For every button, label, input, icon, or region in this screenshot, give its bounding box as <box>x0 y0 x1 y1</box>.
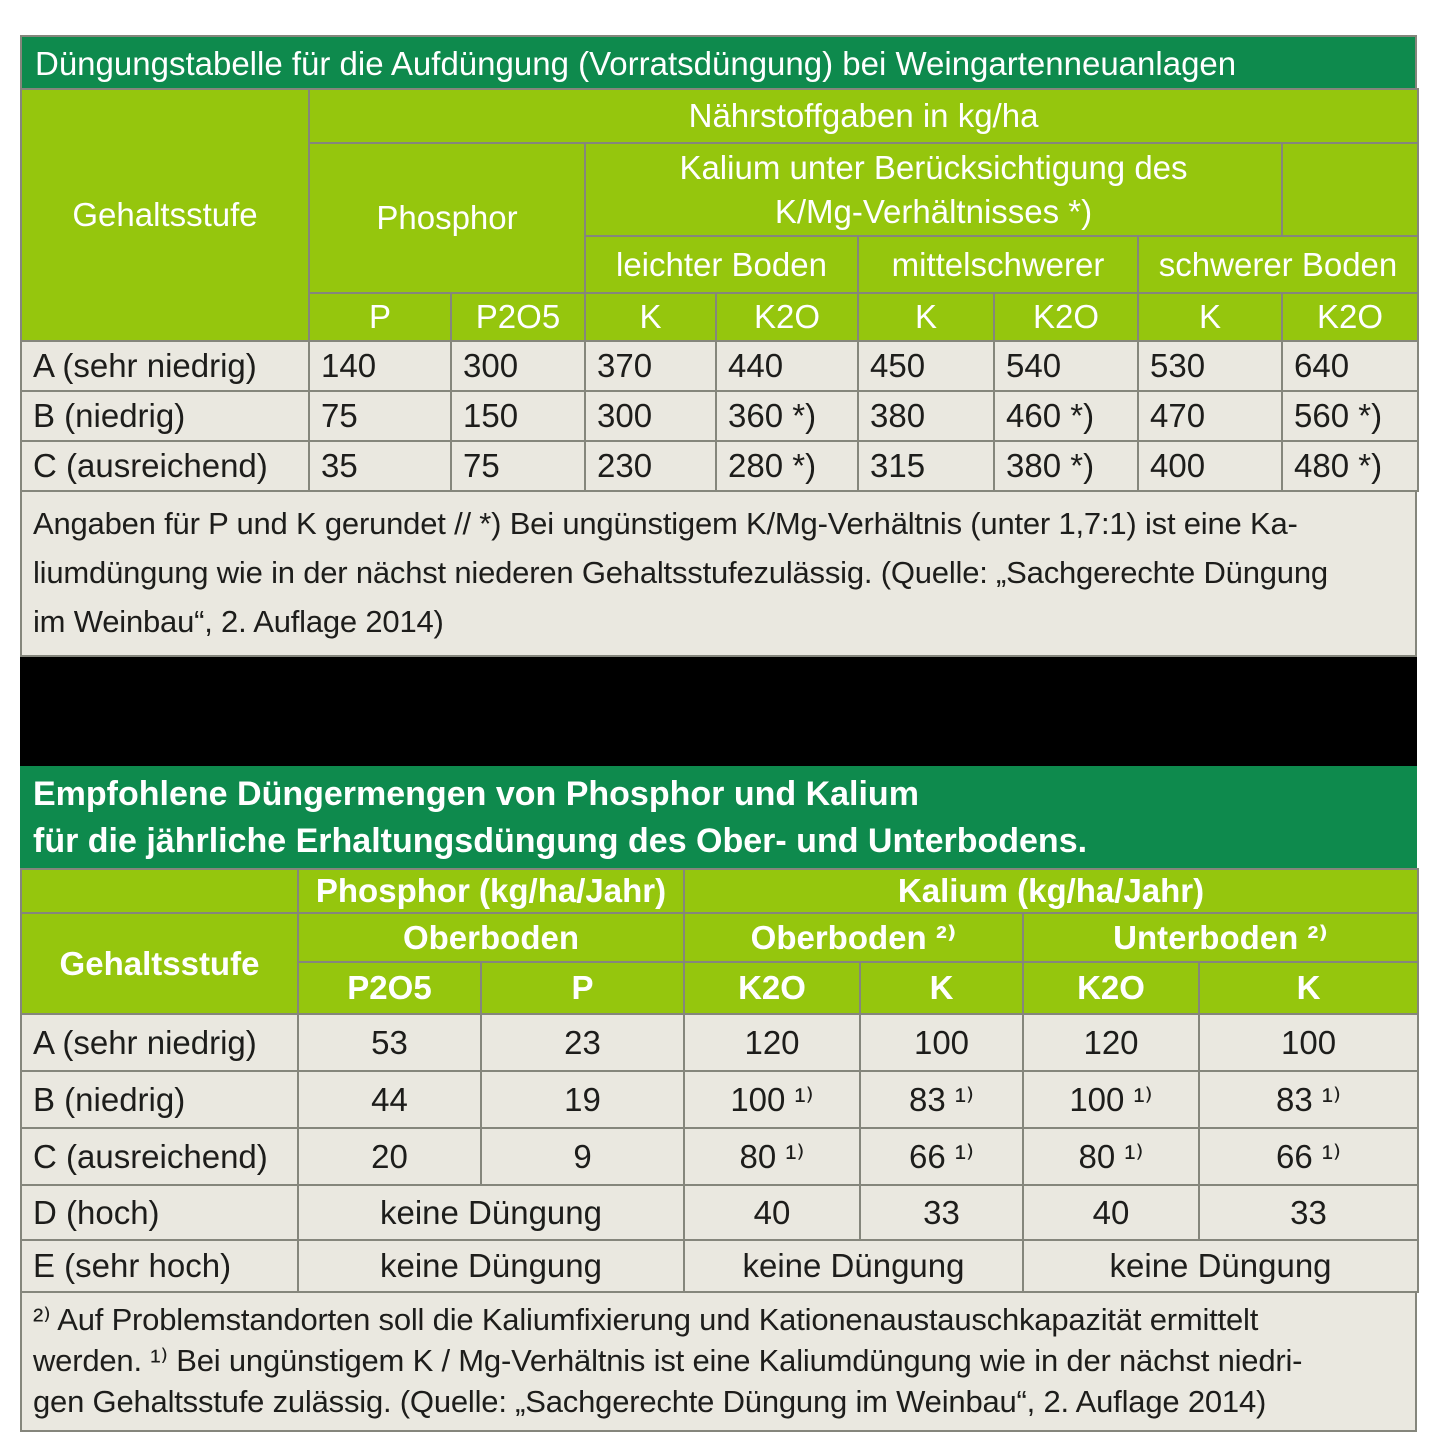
header-unit-p: P <box>309 293 451 341</box>
row-label: E (sehr hoch) <box>21 1240 298 1292</box>
table1-footnote <box>20 492 1417 657</box>
row-label: D (hoch) <box>21 1185 298 1240</box>
footnote-line: werden. ¹⁾ Bei ungünstigem K / Mg-Verhältnis ist eine Kaliumdüngung wie in der nächst niedri- <box>33 1343 1303 1378</box>
cell-value: 560 *) <box>1282 391 1418 441</box>
table2-title-bar <box>20 766 1417 868</box>
cell-value: 66 ¹⁾ <box>1199 1128 1418 1185</box>
header-kalium-line2: K/Mg-Verhältnisses *) <box>774 192 1093 230</box>
cell-keine-duengung: keine Düngung <box>684 1240 1023 1292</box>
cell-value: 100 <box>860 1014 1023 1071</box>
header-oberboden-p: Oberboden <box>298 913 684 962</box>
cell-value: 23 <box>481 1014 684 1071</box>
header-naehrstoffgaben: Nährstoffgaben in kg/ha <box>309 89 1418 143</box>
header-kalium-jahr: Kalium (kg/ha/Jahr) <box>684 869 1418 913</box>
cell-value: 460 *) <box>994 391 1138 441</box>
cell-value: 33 <box>1199 1185 1418 1240</box>
cell-value: 53 <box>298 1014 481 1071</box>
table1-row-c <box>21 441 1418 491</box>
row-label: A (sehr niedrig) <box>21 341 309 391</box>
row-label: C (ausreichend) <box>21 441 309 491</box>
cell-value: 120 <box>1023 1014 1199 1071</box>
cell-value: 140 <box>309 341 451 391</box>
footnote-line: gen Gehaltsstufe zulässig. (Quelle: „Sachgerechte Düngung im Weinbau“, 2. Auflage 2014) <box>33 1384 1267 1419</box>
cell-value: 315 <box>858 441 994 491</box>
table2-title-line2: für die jährliche Erhaltungsdüngung des Ober- und Unterbodens. <box>33 822 1088 860</box>
header-unit-k2o2: K2O <box>994 293 1138 341</box>
cell-value: 75 <box>451 441 585 491</box>
header-phosphor-jahr: Phosphor (kg/ha/Jahr) <box>298 869 684 913</box>
cell-value: 480 *) <box>1282 441 1418 491</box>
row-label: C (ausreichend) <box>21 1128 298 1185</box>
footnote-line: ²⁾ Auf Problemstandorten soll die Kaliumfixierung und Kationenaustauschkapazität ermittelt <box>33 1302 1259 1337</box>
cell-value: 100 <box>1199 1014 1418 1071</box>
table2-row-c <box>21 1128 1418 1185</box>
row-label: A (sehr niedrig) <box>21 1014 298 1071</box>
table2-row-b <box>21 1071 1418 1128</box>
cell-value: 530 <box>1138 341 1282 391</box>
header-unit-k1: K <box>585 293 716 341</box>
header-unterboden-k: Unterboden ²⁾ <box>1023 913 1418 962</box>
cell-value: 35 <box>309 441 451 491</box>
header-unit-k2o2: K2O <box>1023 962 1199 1014</box>
table2-row-e <box>21 1240 1418 1292</box>
cell-value: 66 ¹⁾ <box>860 1128 1023 1185</box>
cell-keine-duengung: keine Düngung <box>298 1240 684 1292</box>
cell-value: 400 <box>1138 441 1282 491</box>
document-page <box>20 35 1417 1432</box>
cell-value: 230 <box>585 441 716 491</box>
footnote-line: liumdüngung wie in der nächst niederen Gehaltsstufezulässig. (Quelle: „Sachgerechte Düngung <box>33 555 1328 590</box>
table1-row-b <box>21 391 1418 441</box>
row-label: B (niedrig) <box>21 1071 298 1128</box>
header-empty-cell <box>1282 143 1418 236</box>
cell-value: 450 <box>858 341 994 391</box>
table2-row-d <box>21 1185 1418 1240</box>
cell-value: 9 <box>481 1128 684 1185</box>
header-boden-leicht: leichter Boden <box>585 236 858 293</box>
table1-aufduengung <box>20 88 1419 492</box>
table2-header-row-2 <box>21 913 1418 962</box>
table1-title-bar <box>20 35 1417 88</box>
cell-value: 120 <box>684 1014 860 1071</box>
header-unit-p2o5: P2O5 <box>451 293 585 341</box>
cell-value: 100 ¹⁾ <box>684 1071 860 1128</box>
cell-keine-duengung: keine Düngung <box>298 1185 684 1240</box>
footnote-line: im Weinbau“, 2. Auflage 2014) <box>33 604 444 639</box>
header-unit-k2o1: K2O <box>716 293 858 341</box>
cell-value: 150 <box>451 391 585 441</box>
separator-band <box>20 657 1417 766</box>
cell-value: 640 <box>1282 341 1418 391</box>
cell-value: 83 ¹⁾ <box>1199 1071 1418 1128</box>
header-unit-p: P <box>481 962 684 1014</box>
header-unit-k2o3: K2O <box>1282 293 1418 341</box>
table2-title-line1: Empfohlene Düngermengen von Phosphor und Kalium <box>33 775 919 813</box>
table2-footnote <box>20 1293 1417 1432</box>
cell-value: 40 <box>684 1185 860 1240</box>
header-boden-mittel: mittelschwerer <box>858 236 1138 293</box>
cell-value: 540 <box>994 341 1138 391</box>
cell-value: 280 *) <box>716 441 858 491</box>
table2-erhaltungsduengung <box>20 868 1419 1293</box>
table1-header-row-1 <box>21 89 1418 143</box>
table2-row-a <box>21 1014 1418 1071</box>
table1-row-a <box>21 341 1418 391</box>
header-unit-k2: K <box>858 293 994 341</box>
header-phosphor: Phosphor <box>309 143 585 293</box>
cell-value: 380 <box>858 391 994 441</box>
table2-header-row-1 <box>21 869 1418 913</box>
cell-value: 83 ¹⁾ <box>860 1071 1023 1128</box>
cell-value: 33 <box>860 1185 1023 1240</box>
cell-keine-duengung: keine Düngung <box>1023 1240 1418 1292</box>
header-kalium-group <box>585 143 1282 236</box>
cell-value: 19 <box>481 1071 684 1128</box>
cell-value: 20 <box>298 1128 481 1185</box>
cell-value: 44 <box>298 1071 481 1128</box>
header-unit-p2o5: P2O5 <box>298 962 481 1014</box>
footnote-line: Angaben für P und K gerundet // *) Bei ungünstigem K/Mg-Verhältnis (unter 1,7:1) ist eine Ka- <box>33 506 1298 541</box>
header-empty-cell <box>21 869 298 913</box>
header-unit-k1: K <box>860 962 1023 1014</box>
header-kalium-line1: Kalium unter Berücksichtigung des <box>679 148 1188 186</box>
header-unit-k2o1: K2O <box>684 962 860 1014</box>
row-label: B (niedrig) <box>21 391 309 441</box>
cell-value: 75 <box>309 391 451 441</box>
cell-value: 300 <box>451 341 585 391</box>
table1-title: Düngungstabelle für die Aufdüngung (Vorratsdüngung) bei Weingartenneuanlagen <box>35 45 1237 82</box>
cell-value: 100 ¹⁾ <box>1023 1071 1199 1128</box>
header-gehaltsstufe: Gehaltsstufe <box>21 913 298 1014</box>
cell-value: 40 <box>1023 1185 1199 1240</box>
cell-value: 380 *) <box>994 441 1138 491</box>
header-boden-schwer: schwerer Boden <box>1138 236 1418 293</box>
cell-value: 300 <box>585 391 716 441</box>
header-unit-k3: K <box>1138 293 1282 341</box>
cell-value: 80 ¹⁾ <box>684 1128 860 1185</box>
header-unit-k2: K <box>1199 962 1418 1014</box>
cell-value: 80 ¹⁾ <box>1023 1128 1199 1185</box>
header-oberboden-k: Oberboden ²⁾ <box>684 913 1023 962</box>
cell-value: 360 *) <box>716 391 858 441</box>
cell-value: 470 <box>1138 391 1282 441</box>
header-gehaltsstufe: Gehaltsstufe <box>21 89 309 341</box>
cell-value: 440 <box>716 341 858 391</box>
cell-value: 370 <box>585 341 716 391</box>
